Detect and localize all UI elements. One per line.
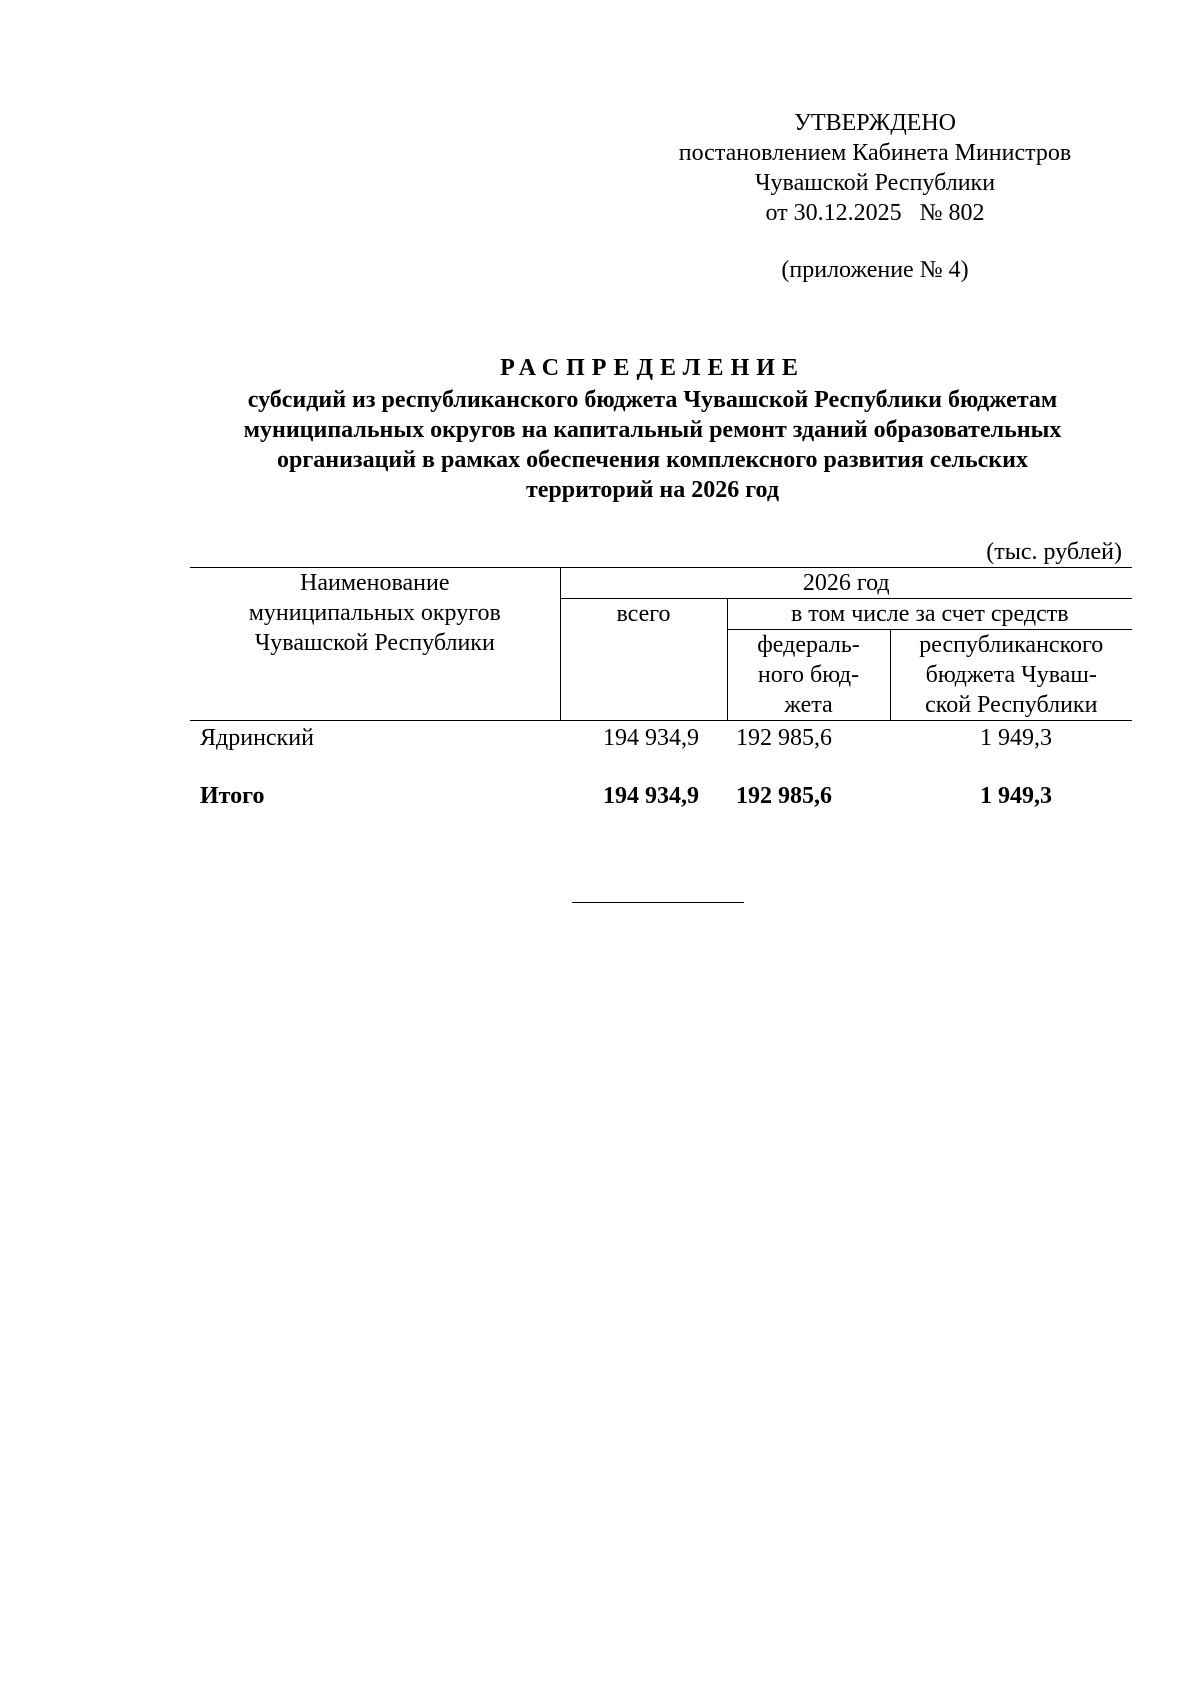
approval-republic: Чувашской Республики bbox=[754, 170, 996, 196]
title-line-4: территорий на 2026 год bbox=[525, 477, 780, 503]
row-republic-amount: 1 949,3 bbox=[980, 725, 1053, 751]
header-republic bbox=[890, 630, 1132, 721]
header-year: 2026 год bbox=[560, 568, 1132, 599]
total-federal-amount: 192 985,6 bbox=[736, 783, 832, 809]
header-total: всего bbox=[560, 599, 727, 721]
title-line-1: субсидий из республиканского бюджета Чувашской Республики бюджетам bbox=[247, 387, 1058, 413]
header-federal-line-2: ного бюд- bbox=[757, 662, 860, 688]
approval-block bbox=[640, 108, 1110, 285]
approval-authority: постановлением Кабинета Министров bbox=[678, 140, 1072, 166]
table-total-row bbox=[190, 781, 1132, 811]
row-total-amount: 194 934,9 bbox=[603, 725, 699, 751]
total-republic-amount: 1 949,3 bbox=[980, 783, 1053, 809]
total-label: Итого bbox=[200, 783, 265, 809]
table-row bbox=[190, 721, 1132, 782]
header-republic-line-2: бюджета Чуваш- bbox=[925, 662, 1097, 688]
title-line-3: организаций в рамках обеспечения комплексного развития сельских bbox=[277, 447, 1028, 473]
row-federal-amount: 192 985,6 bbox=[736, 725, 832, 751]
approval-heading: УТВЕРЖДЕНО bbox=[793, 110, 957, 136]
title-subtitle bbox=[100, 385, 1200, 505]
approval-date: от 30.12.2025 bbox=[765, 200, 902, 226]
approval-number: № 802 bbox=[919, 200, 985, 226]
header-name bbox=[190, 568, 560, 721]
header-including: в том числе за счет средств bbox=[727, 599, 1132, 630]
distribution-table bbox=[190, 567, 1132, 811]
title-main: РАСПРЕДЕЛЕНИЕ bbox=[500, 355, 805, 381]
total-amount: 194 934,9 bbox=[603, 783, 699, 809]
appendix-label: (приложение № 4) bbox=[781, 257, 969, 283]
approval-date-number bbox=[640, 198, 1110, 228]
header-republic-line-3: ской Республики bbox=[925, 692, 1098, 718]
header-name-line-2: муниципальных округов bbox=[248, 600, 501, 626]
closing-divider bbox=[572, 902, 744, 903]
header-name-line-3: Чувашской Республики bbox=[254, 630, 495, 656]
header-federal bbox=[727, 630, 890, 721]
document-title bbox=[100, 352, 1200, 505]
header-federal-line-1: федераль- bbox=[757, 632, 860, 658]
header-federal-line-3: жета bbox=[784, 692, 833, 718]
header-name-line-1: Наименование bbox=[299, 570, 450, 596]
title-line-2: муниципальных округов на капитальный ремонт зданий образовательных bbox=[243, 417, 1062, 443]
units-label: (тыс. рублей) bbox=[986, 539, 1122, 565]
header-republic-line-1: республиканского bbox=[919, 632, 1104, 658]
row-name: Ядринский bbox=[200, 725, 314, 751]
